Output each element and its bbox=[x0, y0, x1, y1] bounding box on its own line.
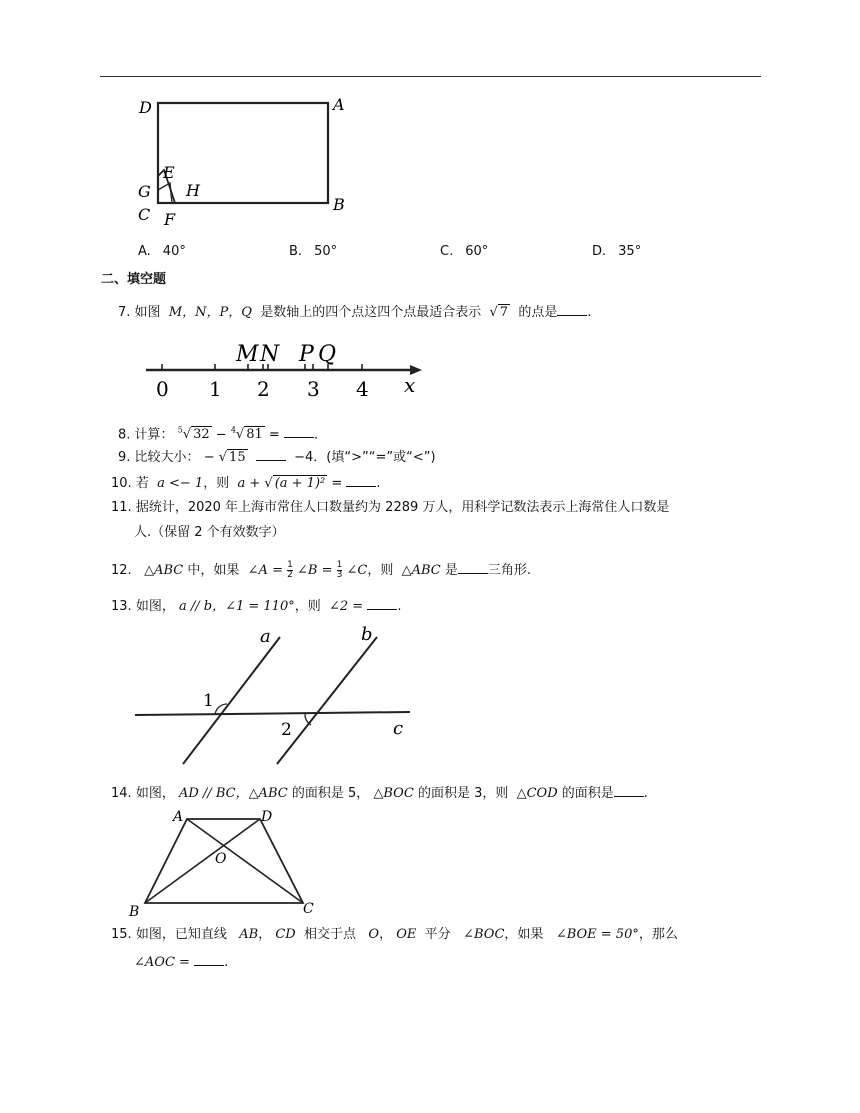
tick-label-4: 4 bbox=[356, 377, 369, 401]
question-11-line2: 人.（保留 2 个有效数字） bbox=[134, 525, 285, 540]
q10-answer-blank[interactable] bbox=[346, 474, 376, 487]
label-f: F bbox=[164, 210, 176, 228]
question-8: 8. 计算： $^5$√ 32 − $^4$√ 81 = . bbox=[118, 426, 319, 443]
label-c: C bbox=[303, 901, 314, 917]
q6-rectangle-figure bbox=[130, 88, 370, 228]
label-c: C bbox=[138, 205, 151, 224]
line-b bbox=[277, 637, 377, 764]
label-o: O bbox=[215, 851, 227, 867]
question-10: 10. 若 a <− 1，则 a + √ (a + 1)² = . bbox=[111, 476, 381, 491]
tick-label-2: 2 bbox=[257, 377, 270, 401]
line-a bbox=[183, 637, 280, 764]
label-e: E bbox=[163, 163, 175, 182]
choice-d[interactable]: D. 35° bbox=[592, 244, 642, 259]
question-9: 9. 比较大小： − √ 15 −4．(填“>”“=”或“<”) bbox=[118, 450, 436, 465]
label-q: Q bbox=[318, 342, 337, 367]
header-rule bbox=[100, 76, 761, 77]
question-15: 15. 如图，已知直线 AB， CD 相交于点 O， OE 平分 ∠BOC，如果 ∠BOE = 50°，那么 bbox=[111, 927, 678, 942]
q7-radical: 7 bbox=[499, 305, 509, 320]
q7-answer-blank[interactable] bbox=[557, 303, 587, 316]
label-b: B bbox=[129, 904, 140, 920]
label-a: a bbox=[260, 626, 271, 647]
label-angle-2: 2 bbox=[281, 720, 292, 740]
label-b: b bbox=[361, 624, 373, 645]
question-14: 14. 如图， AD // BC，△ABC 的面积是 5， △BOC 的面积是 3，则 △COD 的面积是 . bbox=[111, 786, 648, 801]
label-n: N bbox=[260, 342, 280, 367]
q14-trapezoid-figure bbox=[125, 806, 325, 921]
choice-c[interactable]: C. 60° bbox=[440, 244, 489, 259]
label-g: G bbox=[138, 182, 151, 201]
question-13: 13. 如图， a // b，∠1 = 110°，则 ∠2 = . bbox=[111, 599, 402, 614]
label-b: B bbox=[333, 195, 345, 214]
label-angle-1: 1 bbox=[203, 691, 214, 711]
tick-label-1: 1 bbox=[209, 377, 222, 401]
q13-answer-blank[interactable] bbox=[367, 597, 397, 610]
label-d: D bbox=[261, 809, 273, 825]
tick-label-0: 0 bbox=[156, 377, 169, 401]
transversal-line-c bbox=[135, 712, 410, 715]
fold-line-gh bbox=[158, 183, 172, 203]
rectangle-abcd bbox=[158, 103, 328, 203]
question-15-line2: ∠AOC = . bbox=[134, 955, 229, 970]
q7-number-line bbox=[140, 340, 430, 402]
q13-parallel-lines-figure bbox=[135, 622, 425, 767]
question-11: 11. 据统计，2020 年上海市常住人口数量约为 2289 万人，用科学记数法表示上海常住人口数是 bbox=[111, 500, 670, 515]
q12-answer-blank[interactable] bbox=[458, 561, 488, 574]
section-title: 二、填空题 bbox=[101, 272, 167, 287]
diagonal-ac bbox=[187, 819, 303, 903]
label-d: D bbox=[139, 98, 152, 117]
q14-answer-blank[interactable] bbox=[614, 784, 644, 797]
q15-answer-blank[interactable] bbox=[194, 953, 224, 966]
label-a: A bbox=[173, 809, 184, 825]
diagonal-bd bbox=[145, 819, 260, 903]
label-p: P bbox=[299, 342, 314, 367]
tick-label-3: 3 bbox=[307, 377, 320, 401]
label-x: x bbox=[404, 373, 416, 397]
q9-answer-blank[interactable] bbox=[256, 448, 286, 461]
label-c: c bbox=[393, 718, 404, 739]
label-m: M bbox=[236, 342, 259, 367]
question-12: 12. △ABC 中，如果 ∠A = $\frac{1}{2}$ ∠B = $\frac{1}{3}$ ∠C，则 △ABC 是 三角形. bbox=[111, 560, 532, 580]
q8-answer-blank[interactable] bbox=[284, 425, 314, 438]
label-h: H bbox=[186, 181, 200, 200]
label-a: A bbox=[333, 95, 345, 114]
question-7: 7. 如图 M，N，P，Q 是数轴上的四个点这四个点最适合表示 √ 7 的点是 . bbox=[118, 305, 592, 320]
choice-a[interactable]: A. 40° bbox=[138, 244, 186, 259]
choice-b[interactable]: B. 50° bbox=[289, 244, 338, 259]
